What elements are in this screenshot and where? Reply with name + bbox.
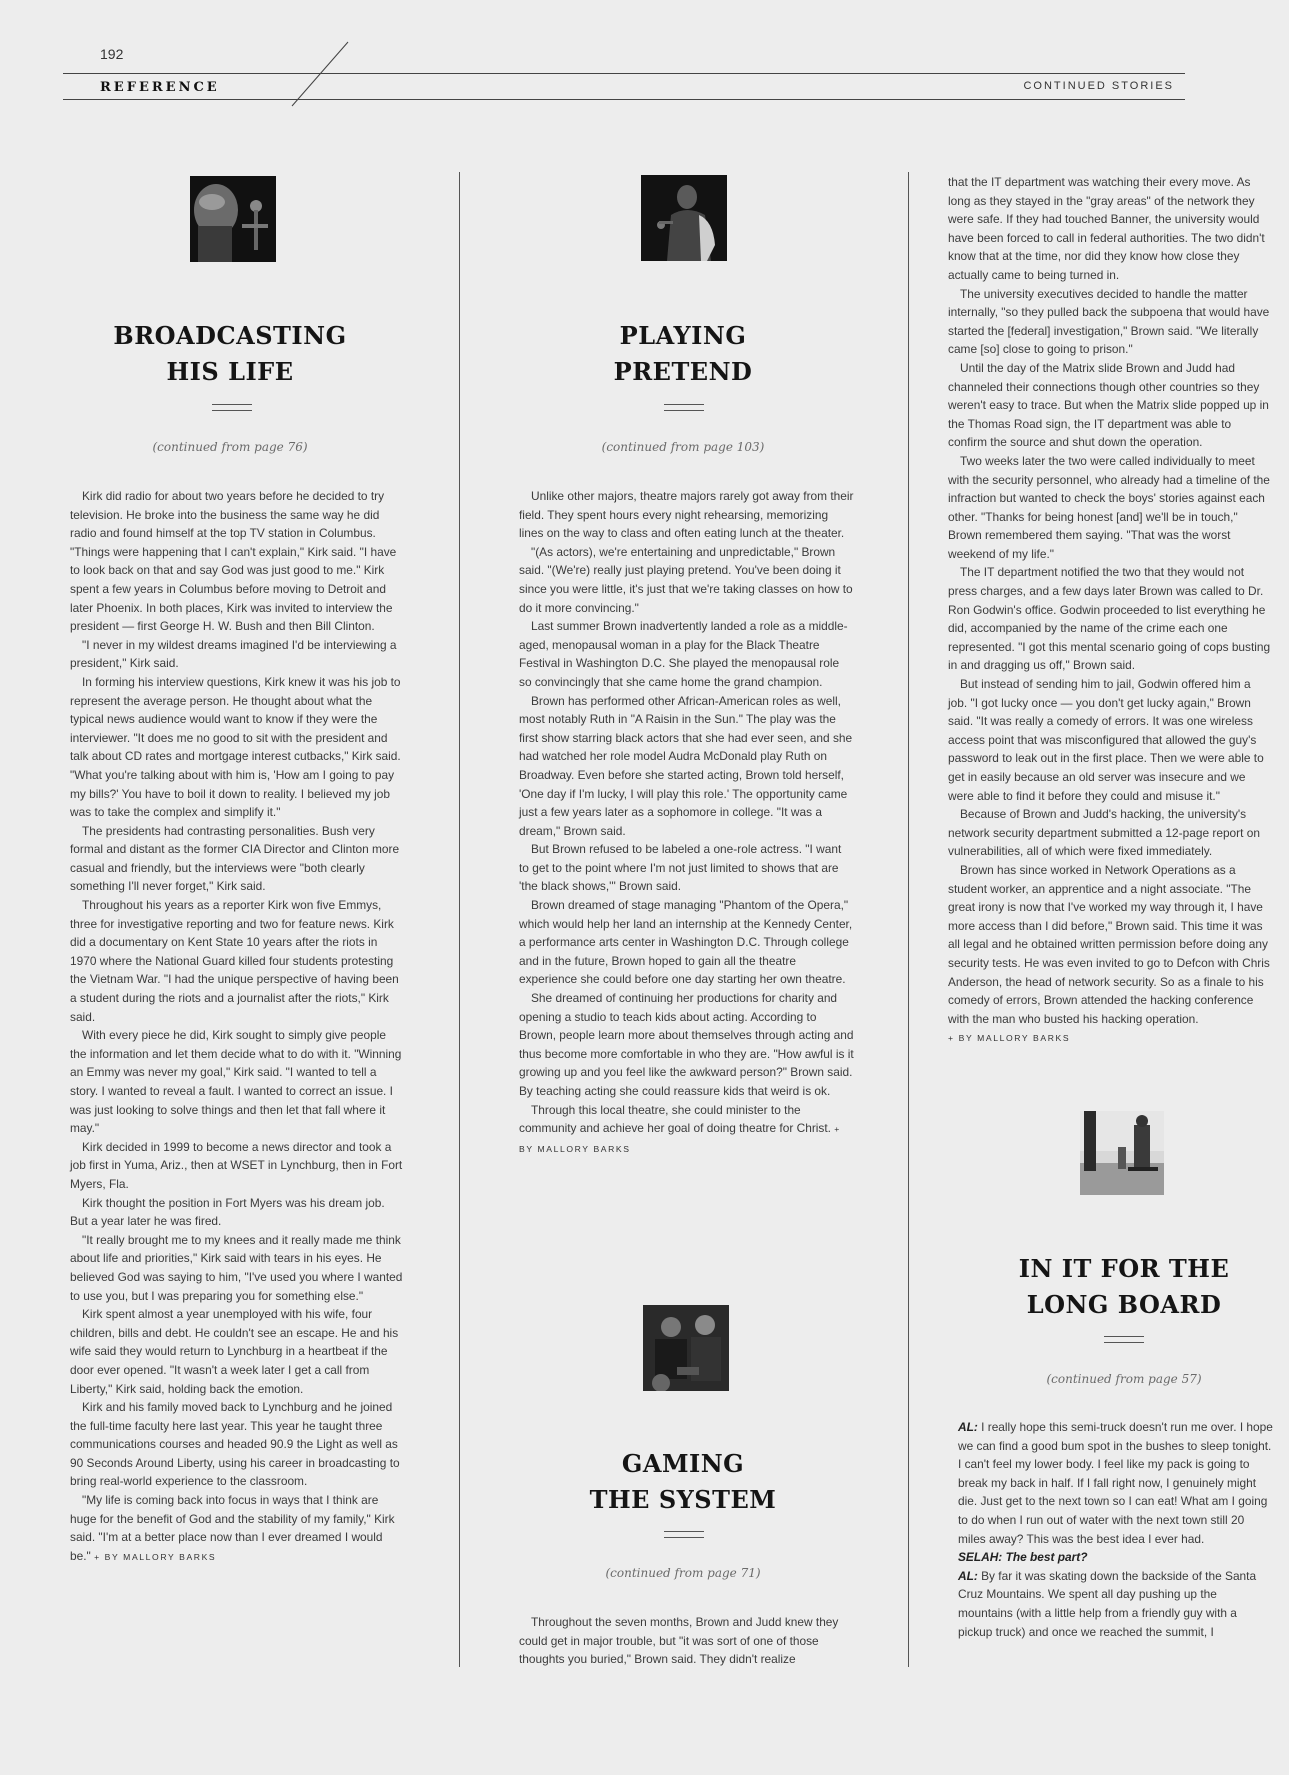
paragraph: With every piece he did, Kirk sought to simply give people the information and let them decide what to do with it. "Winning an Emmy was never my goal," Kirk said. "I wanted to tell a story. I wanted to reveal a fault. I wanted to correct an issue. I was just looking to solve things and then let that fall where it may."	[70, 1028, 402, 1136]
qa-entry	[958, 1418, 1273, 1548]
paragraph: The university executives decided to handle the matter internally, "so they pulled back the subpoena that would have started the [federal] investigation," Brown said. "We literally came [so] close to going to prison."	[948, 286, 1270, 357]
paragraph: The presidents had contrasting personalities. Bush very formal and distant as the former CIA Director and Clinton more casual and friendly, but the interviews were "both clearly something I'll never forget," Kirk said.	[70, 823, 400, 894]
paragraph: Kirk did radio for about two years before he decided to try television. He broke into the business the same way he did radio and found himself at the top TV station in Columbus. "Things were happening that I can't explain," Kirk said. "I have to look back on that and say God was just good to me." Kirk spent a few years in Columbus before moving to Detroit and later Phoenix. In both places, Kirk was invited to interview the president — first George H. W. Bush and then Bill Clinton.	[70, 489, 397, 634]
paragraph: Two weeks later the two were called individually to meet with the security personnel, who already had a timeline of the infraction but wanted to check the boys' stories against each other. "Thanks for being honest [and] we'll be in touch," Brown remembered them saying. "That was the worst weekend of my life."	[948, 453, 1270, 561]
paragraph: Last summer Brown inadvertently landed a role as a middle-aged, menopausal woman in a play for the Black Theatre Festival in Washington D.C. She played the menopausal role so convincingly that she came home the grand champion.	[519, 619, 848, 689]
qa-text: By far it was skating down the backside of the Santa Cruz Mountains. We spent all day pushing up the mountains (with a little help from a friendly guy with a pickup truck) and once we reached the summit, I	[958, 1568, 1257, 1639]
paragraph: Because of Brown and Judd's hacking, the university's network security department submitted a 12-page report on vulnerabilities, all of which were fixed immediately.	[948, 807, 1260, 859]
continued-from: (continued from page 71)	[605, 1566, 761, 1580]
radio-host-photo	[190, 176, 276, 262]
header-rule-bottom	[63, 99, 1185, 100]
section-label: REFERENCE	[100, 80, 220, 95]
continued-from: (continued from page 103)	[601, 440, 765, 454]
paragraph: She dreamed of continuing her productions for charity and opening a studio to teach kids about acting. According to Brown, people learn more about themselves through acting and thus become more comfortable in who they are. "How awful is it growing up and you feel like the awkward person?" Brown said. By teaching acting she could reassure kids that weird is ok.	[519, 991, 854, 1098]
longboard-photo	[1080, 1111, 1164, 1195]
story-title-broadcasting: BROADCASTING HIS LIFE	[113, 321, 347, 386]
story-body-gaming-continued	[948, 173, 1273, 1048]
paragraph: that the IT department was watching their every move. As long as they stayed in the "gray areas" of the network they were safe. If they had touched Banner, the university would have been forced to call in federal authorities. The two didn't know that at the time, nor did they know how close they actually came to being turned in.	[948, 175, 1265, 282]
actress-photo	[641, 175, 727, 261]
title-divider	[1104, 1336, 1144, 1343]
title-divider	[664, 1531, 704, 1538]
column-divider	[459, 172, 460, 1667]
paragraph: In forming his interview questions, Kirk knew it was his job to represent the average person. He thought about what the typical news audience would want to know if they were the interviewer. "It does me no good to sit with the president and talk about CD rates and mortgage interest cutbacks," Kirk said. "What you're talking about with him is, 'How am I going to pay my bills?' You have to boil it down to reality. I believed my job was to take the complex and simplify it."	[70, 674, 401, 820]
qa-speaker: SELAH:	[958, 1550, 1003, 1565]
byline: + BY MALLORY BARKS	[519, 1124, 841, 1154]
title-divider	[664, 404, 704, 411]
paragraph: "It really brought me to my knees and it really made me think about life and priorities," Kirk said with tears in his eyes. He believed God was saying to him, "I've used you where I wanted to use you, but I was preparing you for something else."	[70, 1232, 403, 1303]
qa-entry	[958, 1548, 1273, 1567]
paragraph: Kirk spent almost a year unemployed with his wife, four children, bills and debt. He couldn't see an escape. He and his wife said they would return to Lynchburg in a heartbeat if the door ever opened. "It wasn't a week later I get a call from Liberty," Kirk said, holding back the emotion.	[70, 1307, 399, 1396]
header-slash-divider	[290, 40, 350, 108]
qa-entry	[958, 1567, 1273, 1641]
paragraph: Kirk and his family moved back to Lynchburg and he joined the full-time faculty here last year. This year he taught three communications courses and headed 90.9 the Light as well as 90 Seconds Around Liberty, using his career in broadcasting to bring real-world experience to the classroom.	[70, 1400, 400, 1489]
byline-row	[948, 1028, 1273, 1048]
story-title-long-board: IN IT FOR THE LONG BOARD	[1018, 1254, 1230, 1319]
paragraph: Brown has performed other African-American roles as well, most notably Ruth in "A Raisin in the Sun." The play was the first show starring black actors that she had ever seen, and she had watched her role model Audra McDonald play Ruth on Broadway. Even before she started acting, Brown told herself, 'One day if I'm lucky, I will play this role.' The opportunity came just a few years later as a sophomore in college. "It was a dream," Brown said.	[519, 693, 853, 838]
paragraph: Kirk thought the position in Fort Myers was his dream job. But a year later he was fired.	[70, 1195, 385, 1229]
story-body-playing-pretend	[519, 487, 854, 1158]
story-title-gaming-the-system: GAMING THE SYSTEM	[589, 1449, 777, 1514]
paragraph: The IT department notified the two that they would not press charges, and a few days later Brown was called to Dr. Ron Godwin's office. Godwin proceeded to list everything he did, accompanied by the name of the crime each one represented. "I got this mental scenario going of cops busting in and dragging us off," Brown said.	[948, 565, 1271, 673]
qa-speaker: AL:	[958, 1420, 978, 1434]
story-body-gaming-intro	[519, 1613, 854, 1669]
paragraph: Brown has since worked in Network Operations as a student worker, an apprentice and a night associate. "The great irony is now that I've worked my way through it, I have more access than I did before," Brown said. This time it was all legal and he obtained written permission before doing any security tests. He was even invited to go to Defcon with Chris Anderson, the head of network security. So as a finale to his comedy of errors, Brown attended the hacking conference with the man who busted his hacking operation.	[948, 862, 1270, 1026]
paragraph: Unlike other majors, theatre majors rarely got away from their field. They spent hours every night rehearsing, memorizing lines on the way to class and often eating lunch at the theater.	[519, 489, 854, 541]
story-title-playing-pretend: PLAYING PRETEND	[613, 321, 753, 386]
students-photo	[643, 1305, 729, 1391]
byline: + BY MALLORY BARKS	[948, 1033, 1071, 1044]
story-body-long-board	[958, 1418, 1273, 1641]
paragraph: "(As actors), we're entertaining and unpredictable," Brown said. "(We're) really just playing pretend. You've been doing it since you were little, it's just that we're taking classes on how to do it more convincing."	[519, 544, 853, 615]
qa-text: I really hope this semi-truck doesn't run me over. I hope we can find a good bum spot in the bushes to sleep tonight. I can't feel my lower body. I feel like my pack is going to break my back in half. If I fall right now, I genuinely might die. Just get to the next town so I can eat! What am I going to do when I run out of water with the next town still 20 miles away? This was the best idea I ever had.	[958, 1420, 1273, 1546]
continued-from: (continued from page 76)	[152, 440, 308, 454]
title-divider	[212, 404, 252, 411]
header-rule-top	[63, 73, 1185, 74]
page-number: 192	[100, 46, 124, 62]
continued-from: (continued from page 57)	[1046, 1372, 1202, 1386]
paragraph: Until the day of the Matrix slide Brown and Judd had channeled their connections though other countries so they weren't easy to trace. But when the Matrix slide popped up in the Thomas Road sign, the IT department was able to confirm the source and shut down the operation.	[948, 360, 1269, 450]
column-divider	[908, 172, 909, 1667]
section-right-label: CONTINUED STORIES	[1023, 80, 1174, 92]
paragraph: "My life is coming back into focus in ways that I think are huge for the benefit of God and the stability of my family," Kirk said. "I'm at a better place now than I ever dreamed I would be." + BY MALLORY BARKS	[70, 1493, 395, 1563]
paragraph: But instead of sending him to jail, Godwin offered him a job. "I got lucky once — you don't get lucky again," Brown said. "It was really a comedy of errors. It was one wireless access point that was misconfigured that allowed the guy's password to leak out in the first place. Then we were able to get in easily because an old server was insecure and we were able to find it before they could and misuse it."	[948, 677, 1264, 803]
qa-speaker: AL:	[958, 1568, 978, 1583]
paragraph: Throughout his years as a reporter Kirk won five Emmys, three for investigative reporting and two for feature news. Kirk did a documentary on Kent State 10 years after the riots in 1970 where the National Guard killed four students protesting the Vietnam War. "I had the unique perspective of having been a student during the riots and a journalist after the riots," Kirk said.	[70, 898, 399, 1024]
byline: + BY MALLORY BARKS	[94, 1551, 217, 1562]
paragraph: Brown dreamed of stage managing "Phantom of the Opera," which would help her land an internship at the Kennedy Center, a performance arts center in Washington D.C. Through college and in the future, Brown hoped to gain all the theatre experience she could before one day starting her own theatre.	[519, 898, 853, 987]
paragraph: Through this local theatre, she could minister to the community and achieve her goal of doing theatre for Christ. + BY MALLORY BARKS	[519, 1102, 841, 1154]
story-body-broadcasting	[70, 487, 403, 1566]
paragraph: Throughout the seven months, Brown and Judd knew they could get in major trouble, but "it was sort of one of those thoughts you buried," Brown said. They didn't realize	[519, 1615, 839, 1667]
paragraph: "I never in my wildest dreams imagined I'd be interviewing a president," Kirk said.	[70, 637, 397, 671]
qa-text: The best part?	[1005, 1550, 1088, 1565]
paragraph: But Brown refused to be labeled a one-role actress. "I want to get to the point where I'm not just limited to shows that are 'the black shows,'" Brown said.	[519, 842, 842, 894]
paragraph: Kirk decided in 1999 to become a news director and took a job first in Yuma, Ariz., then at WSET in Lynchburg, then in Fort Myers, Fla.	[70, 1139, 403, 1191]
